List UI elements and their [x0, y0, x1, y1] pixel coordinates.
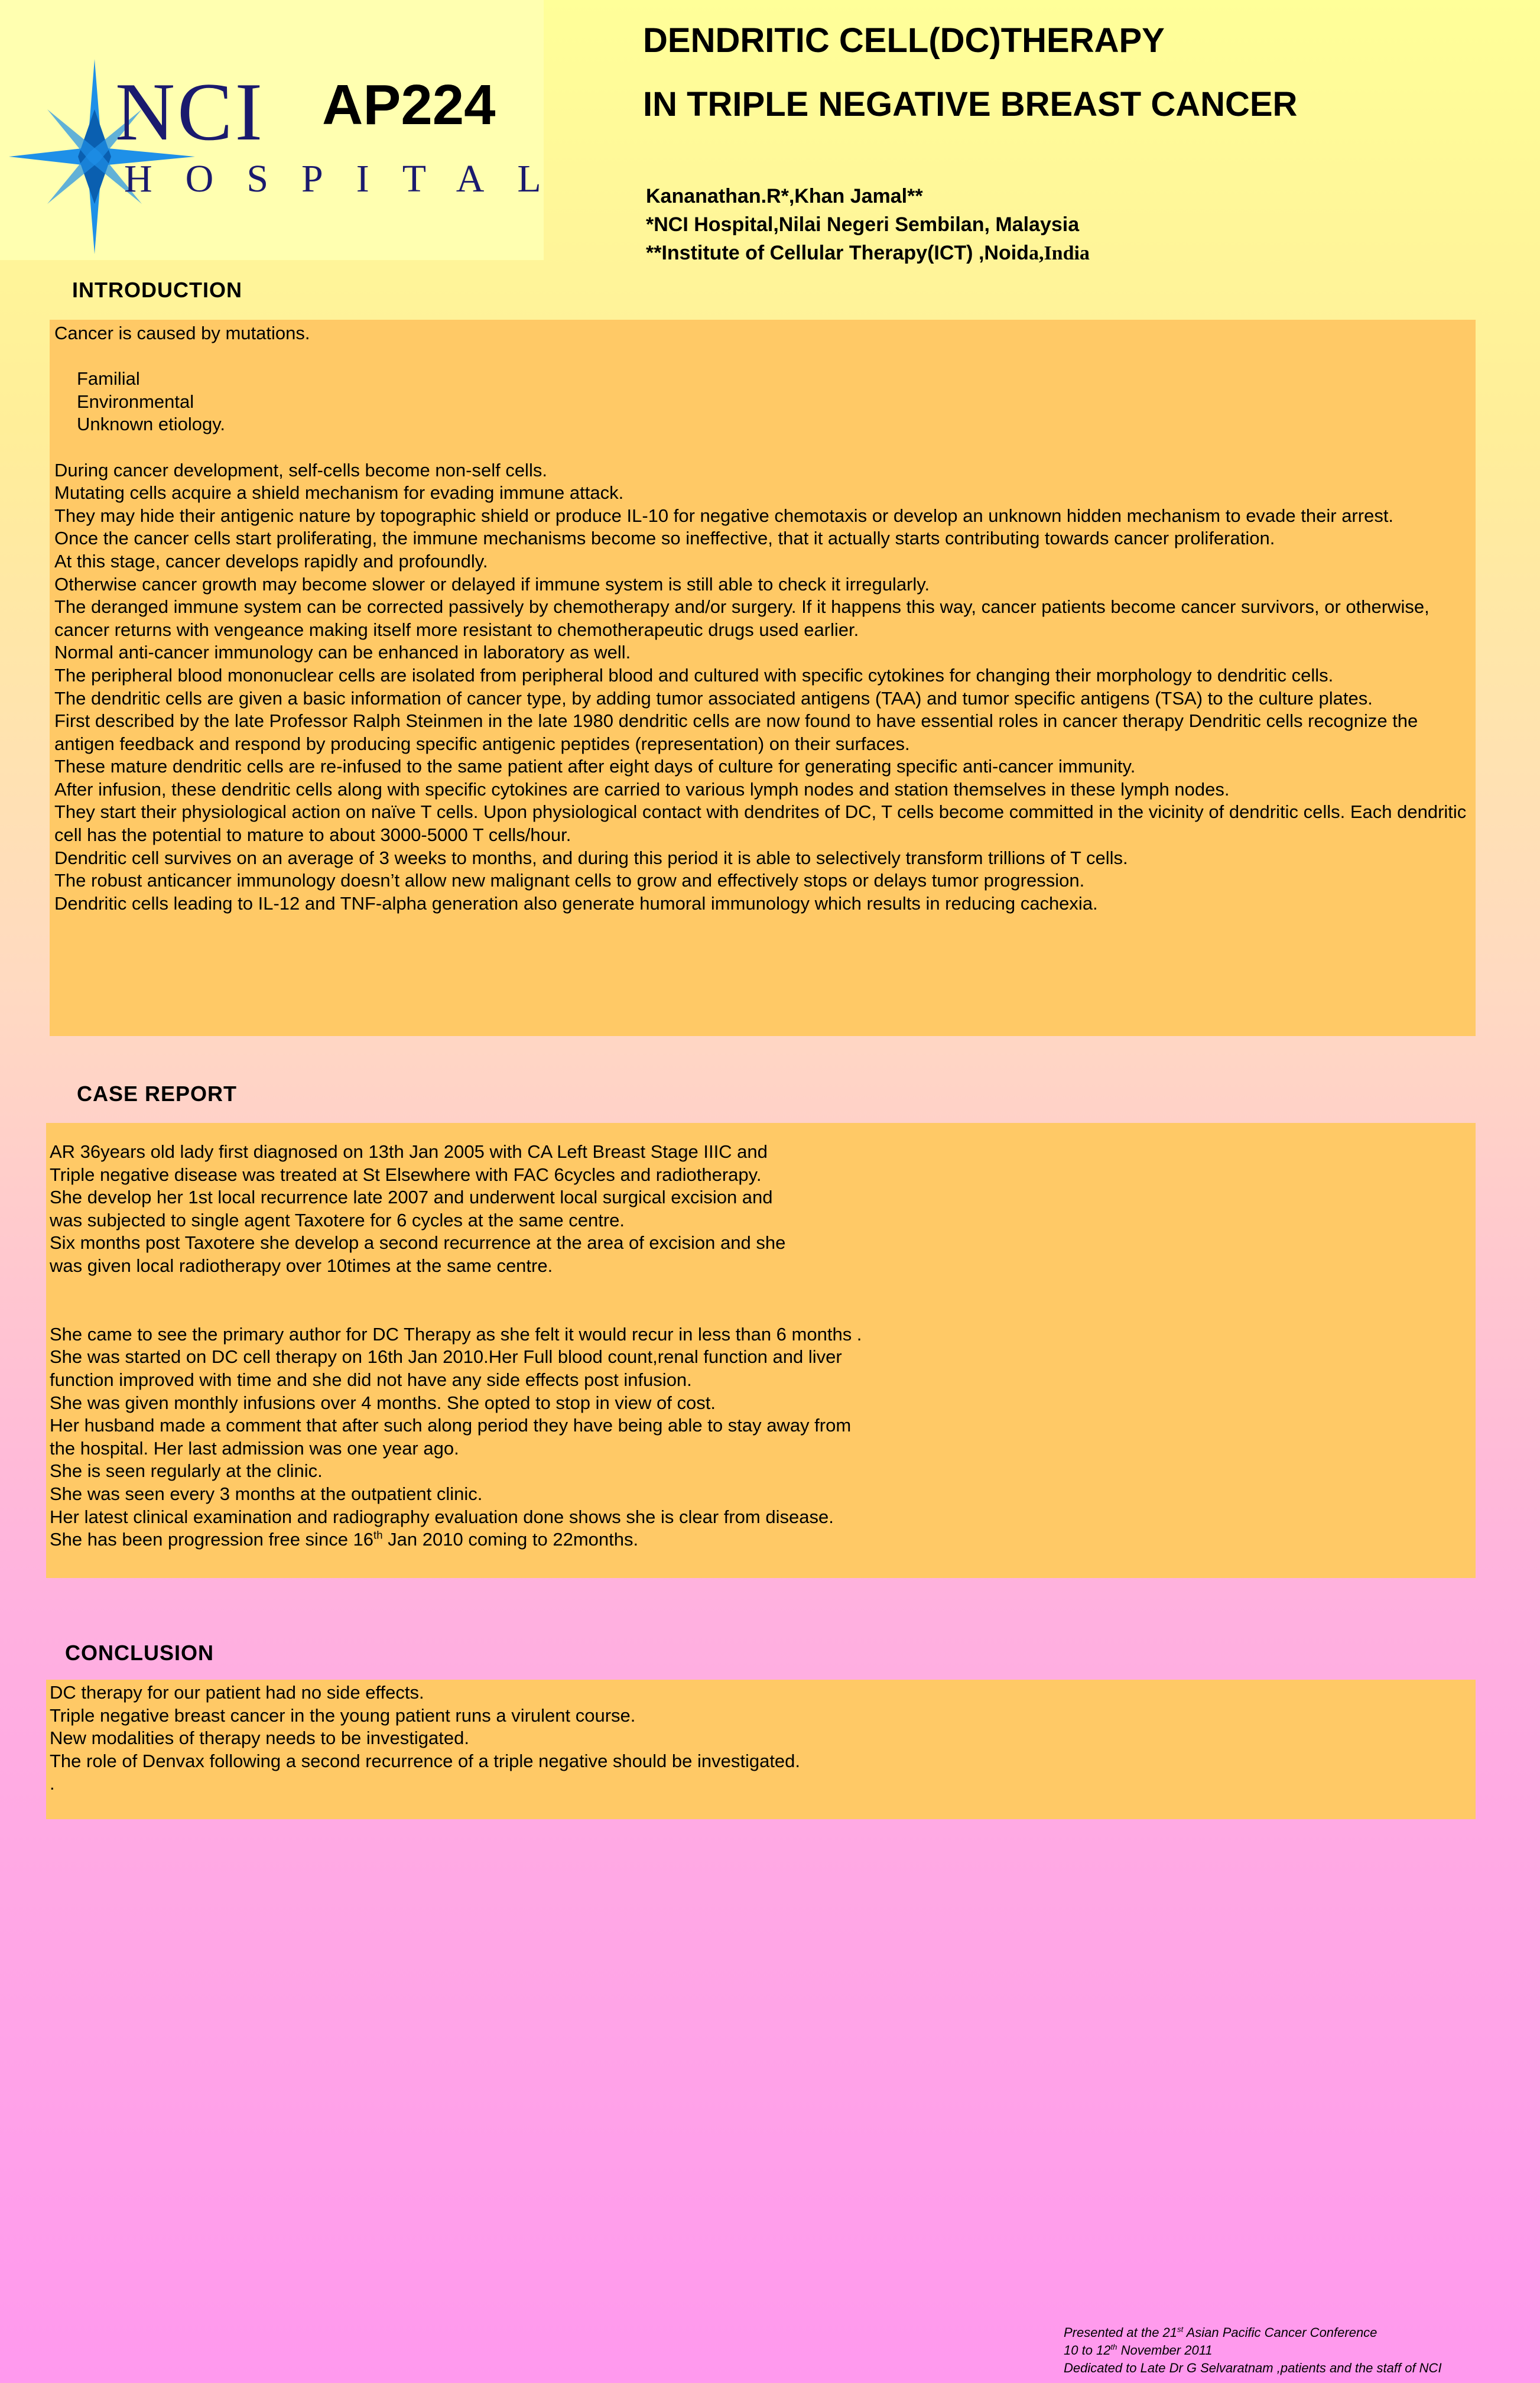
conclusion-line: .	[50, 1773, 55, 1794]
intro-paragraph: They start their physiological action on naïve T cells. Upon physiological contact with dendrites of DC, T cells become committed in the vicinity of dendritic cells. Each dendritic cell has the potential to mature to about 3000-5000 T cells/hour.	[54, 801, 1467, 846]
case-line: the hospital. Her last admission was one year ago.	[50, 1437, 459, 1459]
intro-paragraph: After infusion, these dendritic cells along with specific cytokines are carried to various lymph nodes and station themselves in these lymph nodes.	[54, 778, 1230, 800]
intro-paragraph: Dendritic cells leading to IL-12 and TNF-alpha generation also generate humoral immunology which results in reducing cachexia.	[54, 892, 1098, 914]
case-line: was subjected to single agent Taxotere for 6 cycles at the same centre.	[50, 1209, 625, 1231]
author-block	[646, 182, 1090, 268]
affiliation-2: **Institute of Cellular Therapy(ICT) ,Noida,India	[646, 242, 1090, 264]
intro-paragraph: Once the cancer cells start proliferating, the immune mechanisms become so ineffective, that it actually starts contributing towards cancer proliferation.	[54, 528, 1275, 549]
intro-paragraph: Otherwise cancer growth may become slower or delayed if immune system is still able to check it irregularly.	[54, 573, 930, 595]
case-line: Triple negative disease was treated at St Elsewhere with FAC 6cycles and radiotherapy.	[50, 1164, 762, 1185]
case-line: She came to see the primary author for DC Therapy as she felt it would recur in less than 6 months .	[50, 1323, 862, 1345]
conclusion-line: New modalities of therapy needs to be investigated.	[50, 1728, 469, 1749]
intro-paragraph: The robust anticancer immunology doesn’t allow new malignant cells to grow and effectively stops or delays tumor progression.	[54, 870, 1085, 891]
cause-item: Familial	[77, 368, 140, 389]
intro-opening: Cancer is caused by mutations.	[54, 323, 310, 343]
cause-item: Environmental	[77, 391, 194, 412]
intro-paragraph: The dendritic cells are given a basic information of cancer type, by adding tumor associated antigens (TAA) and tumor specific antigens (TSA) to the culture plates.	[54, 687, 1373, 709]
footer-line: Presented at the 21st Asian Pacific Cancer Conference	[1064, 2324, 1377, 2340]
case-line: Her latest clinical examination and radiography evaluation done shows she is clear from disease.	[50, 1506, 834, 1527]
footer-line: 10 to 12th November 2011	[1064, 2342, 1213, 2358]
conclusion-line: The role of Denvax following a second recurrence of a triple negative should be investigated.	[50, 1750, 801, 1771]
intro-paragraph: Normal anti-cancer immunology can be enhanced in laboratory as well.	[54, 642, 631, 663]
intro-paragraph: At this stage, cancer develops rapidly and profoundly.	[54, 550, 488, 572]
introduction-box	[50, 320, 1476, 1036]
case-line: was given local radiotherapy over 10times at the same centre.	[50, 1255, 553, 1276]
intro-paragraph: These mature dendritic cells are re-infused to the same patient after eight days of culture for generating specific anti-cancer immunity.	[54, 756, 1136, 777]
logo-nci-text: NCI	[115, 66, 265, 158]
case-report-heading: CASE REPORT	[77, 1082, 238, 1106]
intro-paragraph: Mutating cells acquire a shield mechanism for evading immune attack.	[54, 482, 624, 504]
conclusion-line: DC therapy for our patient had no side effects.	[50, 1682, 424, 1703]
case-line: AR 36years old lady first diagnosed on 13th Jan 2005 with CA Left Breast Stage IIIC and	[50, 1141, 768, 1162]
poster-title-line2: IN TRIPLE NEGATIVE BREAST CANCER	[643, 85, 1298, 124]
case-line: She has been progression free since 16th Jan 2010 coming to 22months.	[50, 1528, 639, 1550]
cause-item: Unknown etiology.	[77, 414, 226, 435]
case-report-box	[46, 1123, 1476, 1578]
affiliation-1: *NCI Hospital,Nilai Negeri Sembilan, Malaysia	[646, 213, 1080, 236]
case-line: Her husband made a comment that after such along period they have being able to stay away from	[50, 1415, 852, 1436]
case-line: She develop her 1st local recurrence late 2007 and underwent local surgical excision and	[50, 1187, 773, 1208]
intro-paragraph: They may hide their antigenic nature by topographic shield or produce IL-10 for negative chemotaxis or develop an unknown hidden mechanism to evade their arrest.	[54, 505, 1394, 526]
intro-paragraph: During cancer development, self-cells become non-self cells.	[54, 459, 547, 481]
introduction-heading: INTRODUCTION	[72, 278, 242, 302]
logo-hospital-text: HOSPITAL	[124, 157, 574, 200]
case-line: She is seen regularly at the clinic.	[50, 1460, 323, 1482]
author-names: Kananathan.R*,Khan Jamal**	[646, 185, 923, 207]
case-line: She was started on DC cell therapy on 16th Jan 2010.Her Full blood count,renal function and liver	[50, 1346, 842, 1368]
conclusion-box	[46, 1680, 1476, 1819]
poster-code: AP224	[322, 73, 496, 137]
conclusion-heading: CONCLUSION	[65, 1641, 214, 1665]
conclusion-line: Triple negative breast cancer in the young patient runs a virulent course.	[50, 1705, 636, 1726]
footer-note	[1064, 2324, 1442, 2377]
case-line: function improved with time and she did not have any side effects post infusion.	[50, 1369, 692, 1390]
intro-paragraph: The peripheral blood mononuclear cells are isolated from peripheral blood and cultured with specific cytokines for changing their morphology to dendritic cells.	[54, 664, 1334, 686]
case-line: She was seen every 3 months at the outpatient clinic.	[50, 1483, 483, 1504]
intro-paragraph: Dendritic cell survives on an average of 3 weeks to months, and during this period it is able to selectively transform trillions of T cells.	[54, 847, 1128, 868]
poster-title-line1: DENDRITIC CELL(DC)THERAPY	[643, 21, 1165, 60]
intro-paragraph: First described by the late Professor Ralph Steinmen in the late 1980 dendritic cells are now found to have essential roles in cancer therapy Dendritic cells recognize the antigen feedback and respond by producing specific antigenic peptides (representation) on their surfaces.	[54, 710, 1418, 754]
intro-paragraph: The deranged immune system can be corrected passively by chemotherapy and/or surgery. If it happens this way, cancer patients become cancer survivors, or otherwise, cancer returns with vengeance making itself more resistant to chemotherapeutic drugs used earlier.	[54, 596, 1429, 640]
case-line: She was given monthly infusions over 4 months. She opted to stop in view of cost.	[50, 1392, 716, 1413]
footer-line: Dedicated to Late Dr G Selvaratnam ,patients and the staff of NCI	[1064, 2361, 1442, 2375]
case-line: Six months post Taxotere she develop a second recurrence at the area of excision and she	[50, 1232, 786, 1254]
